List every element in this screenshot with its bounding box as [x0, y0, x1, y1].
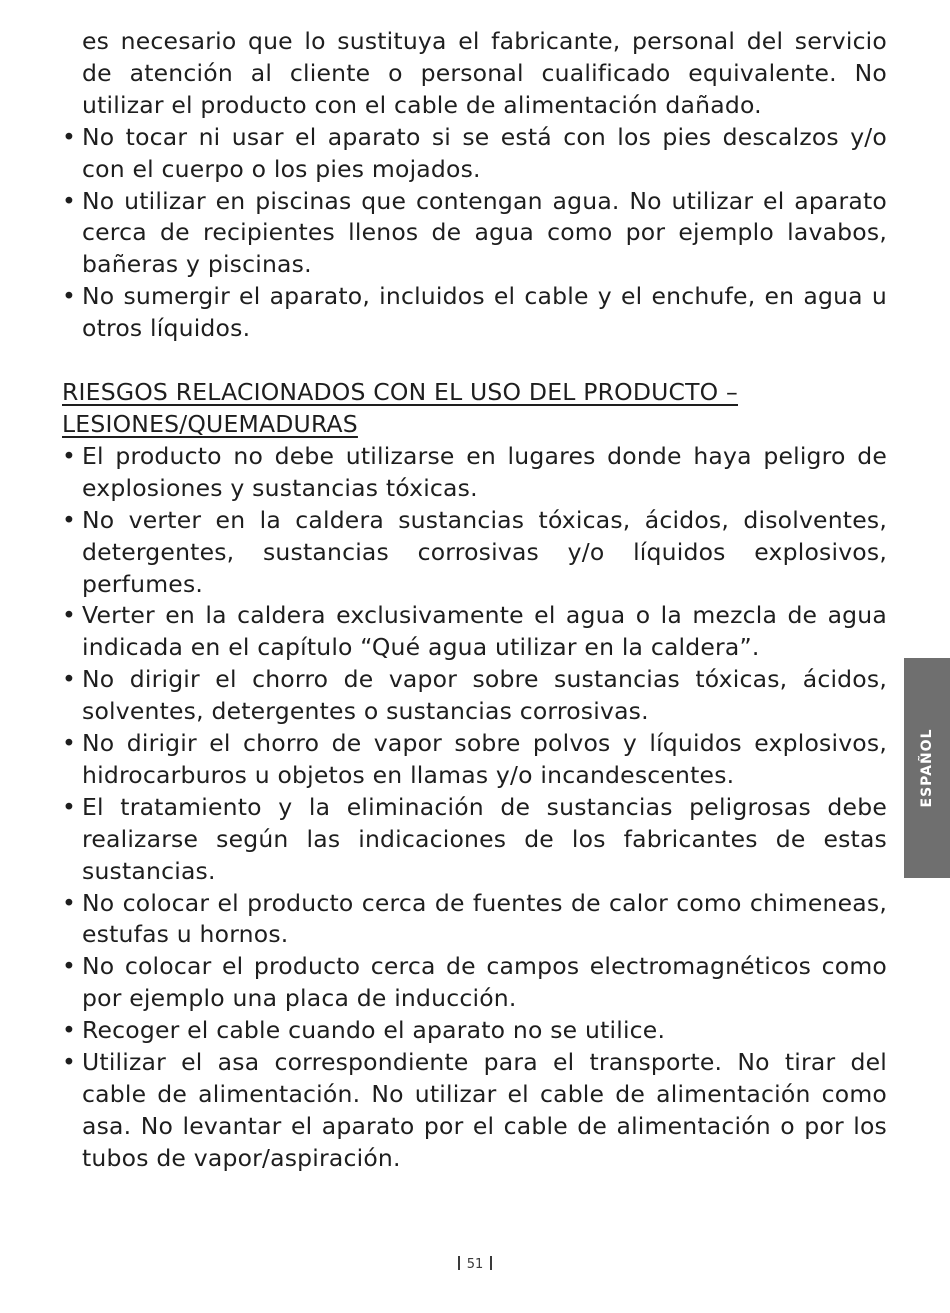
list-item: [62, 441, 887, 505]
list-item-text: No verter en la caldera sustancias tóxicas, ácidos, disolventes, detergentes, sustancias corrosivas y/o líquidos explosivos, perfumes.: [82, 505, 887, 598]
page-number: [0, 1256, 950, 1272]
list-item-text: Utilizar el asa correspondiente para el transporte. No tirar del cable de alimentación. No utilizar el cable de alimentación como asa. No levantar el aparato por el cable de alimentación o por los tubos de vapor/aspiración.: [82, 1048, 887, 1172]
bullet-icon: •: [62, 952, 77, 981]
bullet-icon: •: [62, 888, 77, 917]
bullet-list-section: [62, 441, 887, 1175]
bullet-icon: •: [62, 601, 77, 630]
bullet-list-top: [62, 122, 887, 345]
continuation-paragraph: es necesario que lo sustituya el fabricante, personal del servicio de atención al cliente o personal cualificado equivalente. No utilizar el producto con el cable de alimentación dañado.: [82, 27, 887, 119]
list-item: [62, 1047, 887, 1175]
list-item: [62, 664, 887, 728]
list-item-text: Verter en la caldera exclusivamente el agua o la mezcla de agua indicada en el capítulo “Qué agua utilizar en la caldera”.: [82, 601, 887, 662]
list-item: [62, 888, 887, 952]
list-item-text: No colocar el producto cerca de campos electromagnéticos como por ejemplo una placa de inducción.: [82, 952, 887, 1013]
list-item: [62, 600, 887, 664]
list-item: [62, 1015, 887, 1047]
bullet-icon: •: [62, 505, 77, 534]
bullet-icon: •: [62, 792, 77, 821]
bullet-icon: •: [62, 1016, 77, 1045]
list-item: [62, 728, 887, 792]
list-item-text: El producto no debe utilizarse en lugares donde haya peligro de explosiones y sustancias tóxicas.: [82, 441, 887, 502]
page-content: [62, 26, 887, 1175]
bullet-icon: •: [62, 122, 77, 151]
bullet-icon: •: [62, 729, 77, 758]
list-item: [62, 122, 887, 186]
section-heading-line-2: LESIONES/QUEMADURAS: [62, 409, 358, 438]
bullet-icon: •: [62, 1048, 77, 1077]
page-number-value: 51: [466, 1257, 484, 1272]
bullet-icon: •: [62, 441, 77, 470]
list-item-text: El tratamiento y la eliminación de sustancias peligrosas debe realizarse según las indicaciones de los fabricantes de estas sustancias.: [82, 792, 887, 885]
list-item-text: No dirigir el chorro de vapor sobre sustancias tóxicas, ácidos, solventes, detergentes o sustancias corrosivas.: [82, 665, 887, 726]
list-item: [62, 505, 887, 601]
list-item-text: No colocar el producto cerca de fuentes de calor como chimeneas, estufas u hornos.: [82, 888, 887, 949]
list-item-text: Recoger el cable cuando el aparato no se utilice.: [82, 1016, 666, 1045]
section-heading-line-1: RIESGOS RELACIONADOS CON EL USO DEL PRODUCTO –: [62, 378, 738, 407]
bullet-icon: •: [62, 186, 77, 215]
list-item-text: No tocar ni usar el aparato si se está con los pies descalzos y/o con el cuerpo o los pies mojados.: [82, 122, 887, 183]
list-item: [62, 792, 887, 888]
bullet-icon: •: [62, 665, 77, 694]
page-number-left-bar: [458, 1256, 460, 1270]
list-item: [62, 951, 887, 1015]
list-item-text: No dirigir el chorro de vapor sobre polvos y líquidos explosivos, hidrocarburos u objetos en llamas y/o incandescentes.: [82, 729, 887, 789]
list-item-text: No sumergir el aparato, incluidos el cable y el enchufe, en agua u otros líquidos.: [82, 282, 887, 343]
language-side-tab: [904, 658, 950, 878]
list-item-text: No utilizar en piscinas que contengan agua. No utilizar el aparato cerca de recipientes llenos de agua como por ejemplo lavabos, bañeras y piscinas.: [82, 186, 887, 279]
bullet-icon: •: [62, 282, 77, 311]
list-item: [62, 186, 887, 282]
list-item: [62, 281, 887, 345]
page-number-right-bar: [490, 1256, 492, 1270]
language-tab-label: ESPAÑOL: [919, 728, 935, 808]
section-heading: [62, 377, 887, 441]
